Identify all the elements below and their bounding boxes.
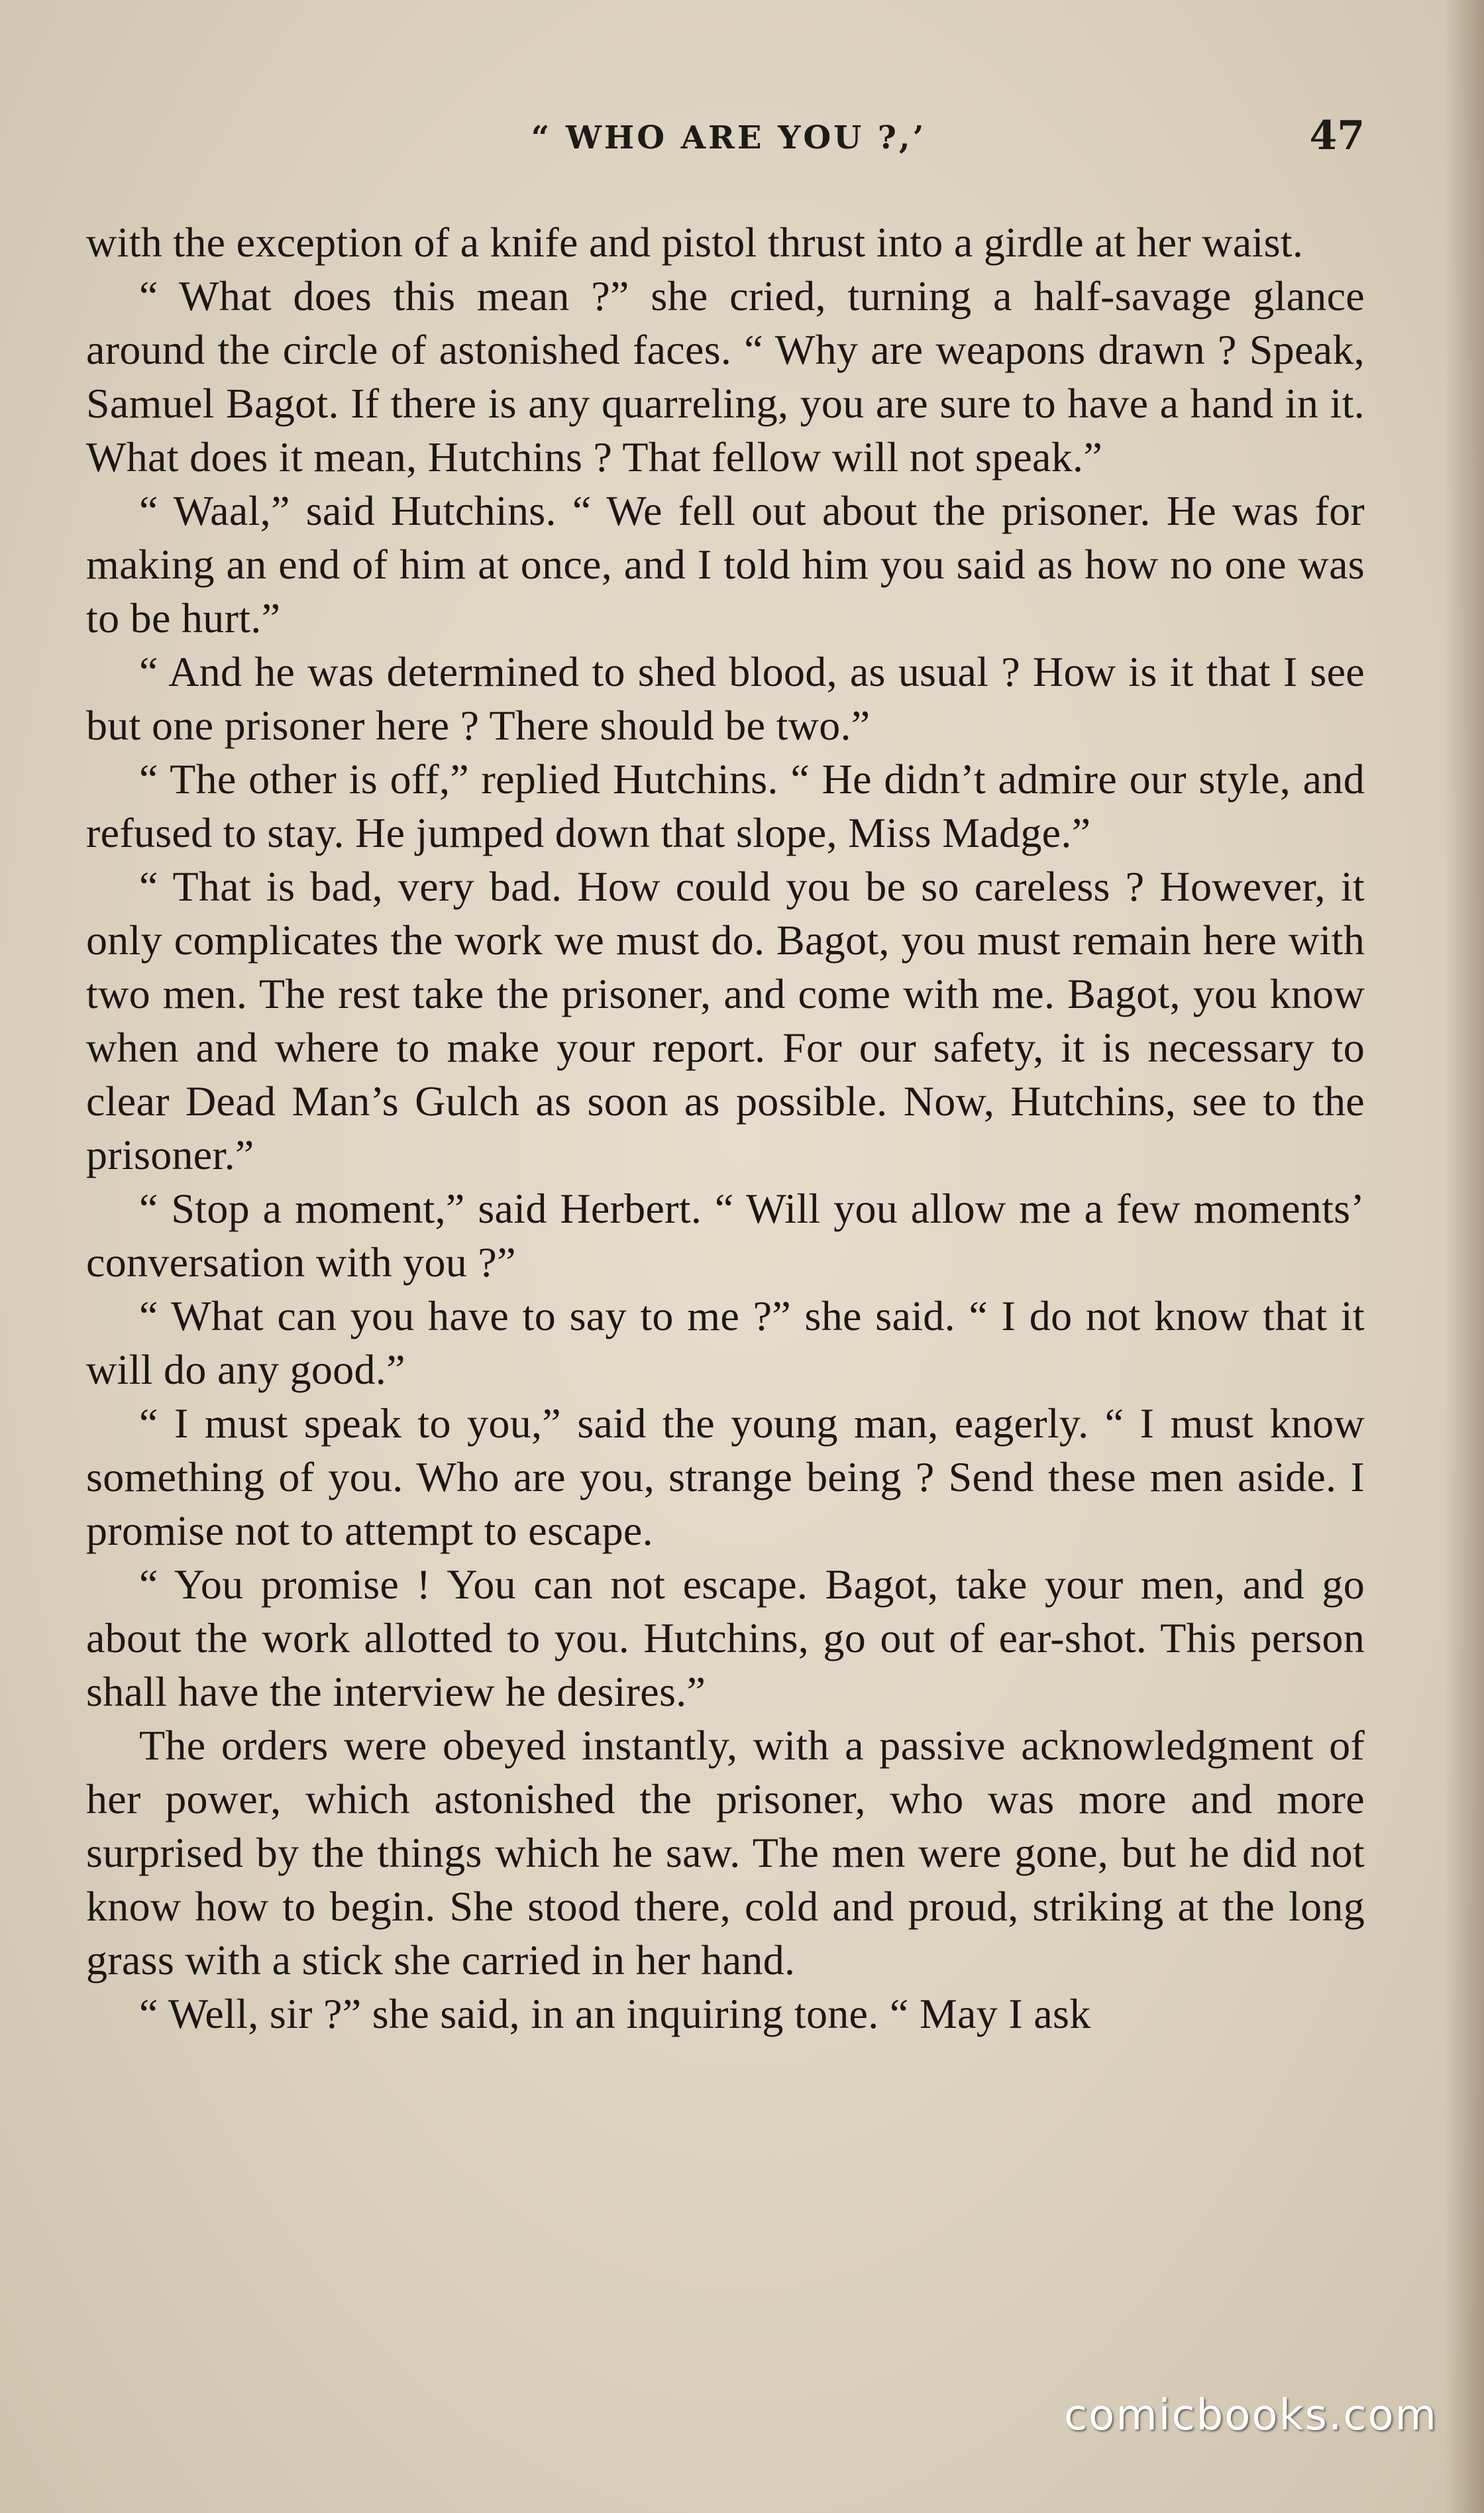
running-title: “ WHO ARE YOU ?,’ <box>531 119 927 156</box>
paragraph: The orders were obeyed instantly, with a passive acknowledgment of her power, which astonished the prisoner, who was more and more surprised by the things which he saw. The men were gone, but he did not know how to begin. She stood there, cold and proud, striking at the long grass with a stick she carried in her hand. <box>86 1722 1365 1983</box>
page-header <box>93 106 1365 166</box>
paragraph: with the exception of a knife and pistol thrust into a girdle at her waist. <box>86 219 1304 266</box>
paragraph: “ Waal,” said Hutchins. “ We fell out about the prisoner. He was for making an end of him at once, and I told him you said as how no one was to be hurt.” <box>86 487 1365 642</box>
site-watermark: comicbooks.com <box>1063 2391 1438 2440</box>
page-number: 47 <box>1309 113 1365 159</box>
paragraph: “ You promise ! You can not escape. Bagot, take your men, and go about the work allotted to you. Hutchins, go out of ear-shot. This person shall have the interview he desires.” <box>86 1561 1365 1715</box>
paragraph: “ The other is off,” replied Hutchins. “ He didn’t admire our style, and refused to stay. He jumped down that slope, Miss Madge.” <box>86 755 1365 856</box>
page-edge-shadow <box>1444 0 1484 2513</box>
body-text <box>86 215 1365 2040</box>
paragraph: “ What does this mean ?” she cried, turning a half-savage glance around the circle of astonished faces. “ Why are weapons drawn ? Speak, Samuel Bagot. If there is any quarreling, you are sure to have a hand in it. What does it mean, Hutchins ? That fellow will not speak.” <box>86 272 1365 480</box>
paragraph: “ Stop a moment,” said Herbert. “ Will you allow me a few moments’ conversation with you ?” <box>86 1185 1365 1286</box>
paragraph: “ That is bad, very bad. How could you be so careless ? However, it only complicates the work we must do. Bagot, you must remain here with two men. The rest take the prisoner, and come with me. Bagot, you know when and where to make your report. For our safety, it is necessary to clear Dead Man’s Gulch as soon as possible. Now, Hutchins, see to the prisoner.” <box>86 863 1365 1178</box>
paragraph: “ Well, sir ?” she said, in an inquiring tone. “ May I ask <box>139 1990 1091 2037</box>
paragraph: “ And he was determined to shed blood, as usual ? How is it that I see but one prisoner here ? There should be two.” <box>86 648 1365 749</box>
paragraph: “ I must speak to you,” said the young man, eagerly. “ I must know something of you. Who are you, strange being ? Send these men aside. I promise not to attempt to escape. <box>86 1400 1365 1554</box>
paragraph: “ What can you have to say to me ?” she said. “ I do not know that it will do any good.” <box>86 1292 1365 1393</box>
